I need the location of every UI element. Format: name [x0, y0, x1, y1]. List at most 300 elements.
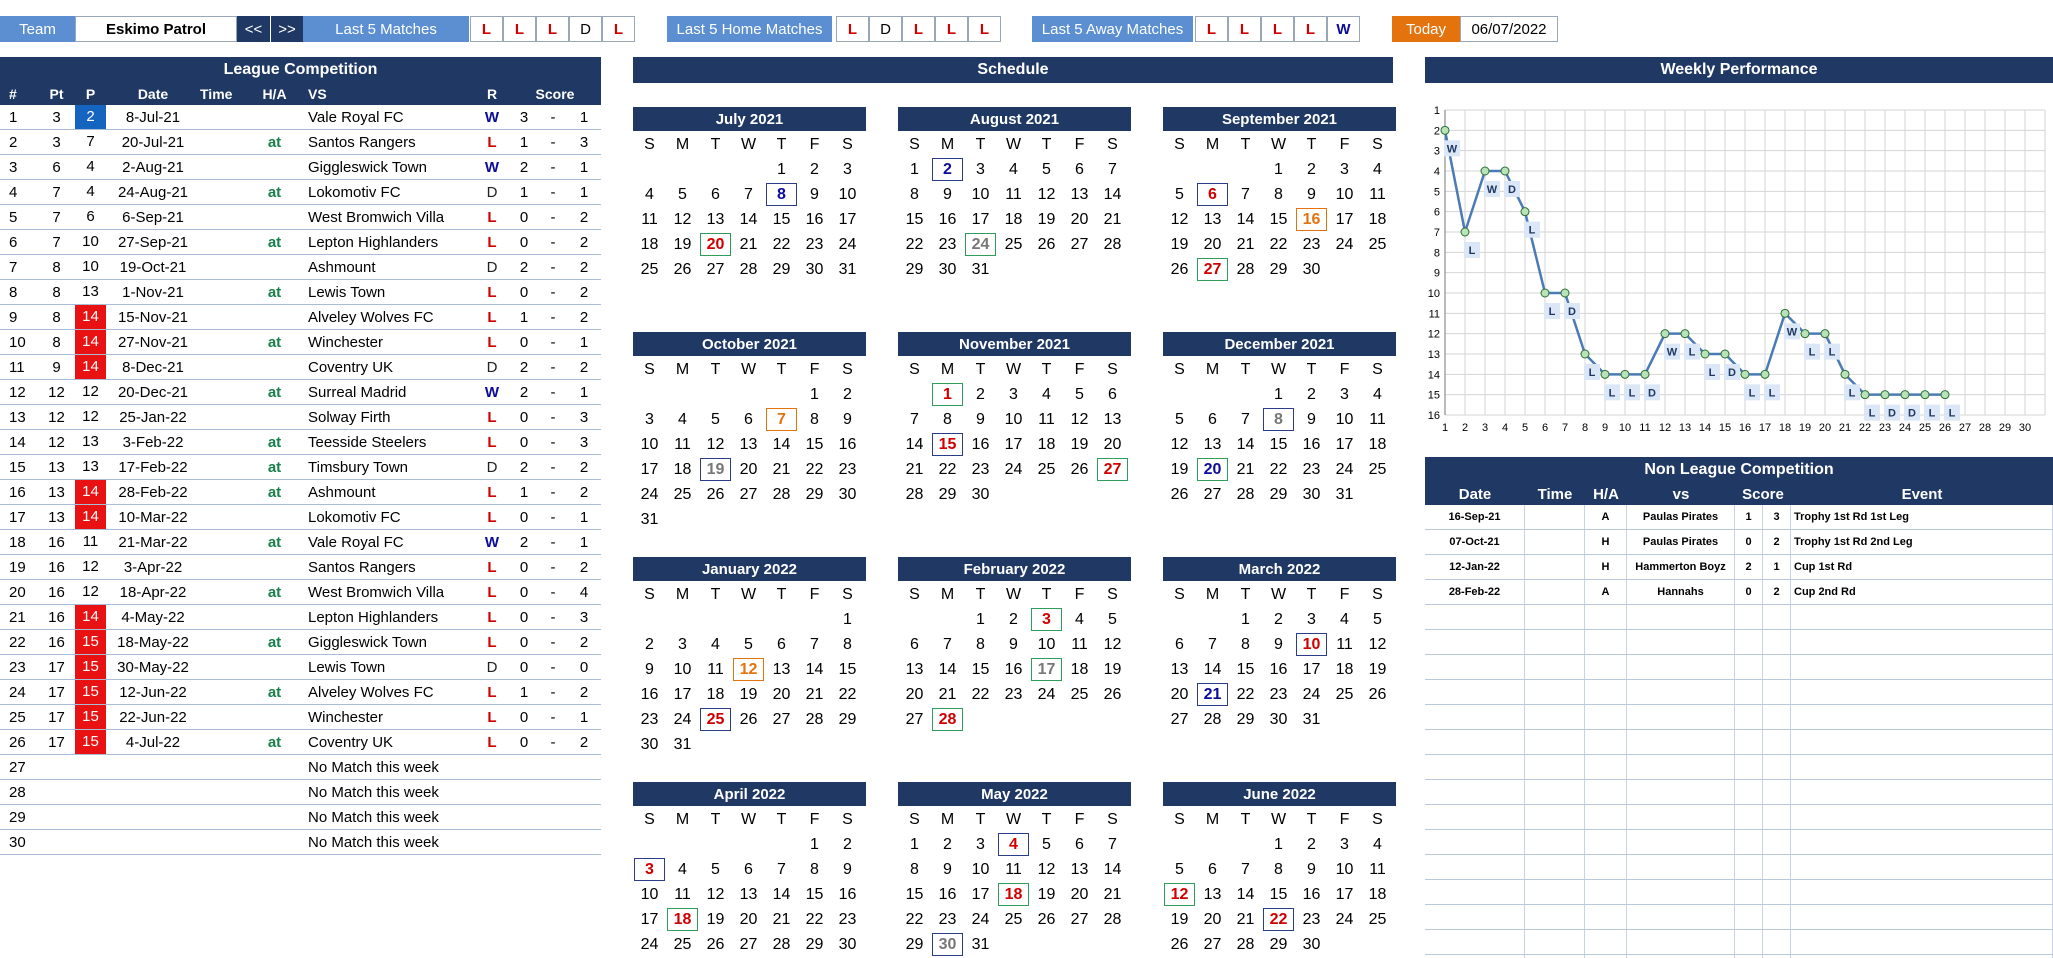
calendar-day[interactable]: 23 [1302, 235, 1321, 253]
calendar-day[interactable]: 30 [805, 260, 824, 278]
calendar-day[interactable]: 13 [739, 885, 758, 903]
calendar-day[interactable]: 23 [1269, 685, 1288, 703]
calendar-day[interactable]: 13 [905, 660, 924, 678]
table-row[interactable] [0, 180, 601, 205]
calendar-day[interactable]: 5 [744, 635, 753, 653]
calendar-day[interactable]: 4 [1373, 835, 1382, 853]
calendar-day[interactable]: 6 [1196, 182, 1229, 207]
empty-row[interactable] [1425, 780, 2053, 805]
calendar-day[interactable]: 21 [1236, 460, 1255, 478]
empty-row[interactable] [1425, 755, 2053, 780]
next-team-button[interactable]: >> [270, 16, 303, 42]
calendar-day[interactable]: 2 [1274, 610, 1283, 628]
calendar-day[interactable]: 28 [1236, 485, 1255, 503]
calendar-day[interactable]: 3 [976, 160, 985, 178]
empty-row[interactable] [1425, 930, 2053, 955]
calendar-day[interactable]: 13 [1203, 210, 1222, 228]
calendar-day[interactable]: 26 [1103, 685, 1122, 703]
calendar-day[interactable]: 15 [905, 210, 924, 228]
calendar-day[interactable]: 24 [640, 935, 659, 953]
calendar-day[interactable]: 23 [938, 910, 957, 928]
calendar-day[interactable]: 29 [838, 710, 857, 728]
calendar-day[interactable]: 5 [711, 410, 720, 428]
calendar-day[interactable]: 27 [772, 710, 791, 728]
calendar-day[interactable]: 6 [1108, 385, 1117, 403]
calendar-day[interactable]: 14 [772, 435, 791, 453]
calendar-day[interactable]: 28 [772, 485, 791, 503]
table-row[interactable] [0, 205, 601, 230]
calendar-day[interactable]: 22 [805, 910, 824, 928]
calendar-day[interactable]: 19 [1170, 235, 1189, 253]
calendar-day[interactable]: 23 [1004, 685, 1023, 703]
calendar-day[interactable]: 5 [711, 860, 720, 878]
calendar-day[interactable]: 20 [739, 460, 758, 478]
calendar-day[interactable]: 5 [1042, 835, 1051, 853]
calendar-day[interactable]: 16 [838, 885, 857, 903]
calendar-day[interactable]: 27 [1070, 910, 1089, 928]
calendar-day[interactable]: 22 [1262, 907, 1295, 932]
calendar-day[interactable]: 12 [1368, 635, 1387, 653]
table-row[interactable] [1425, 555, 2053, 580]
calendar-day[interactable]: 19 [1037, 210, 1056, 228]
calendar-day[interactable]: 4 [645, 185, 654, 203]
table-row[interactable] [0, 830, 601, 855]
calendar-day[interactable]: 12 [706, 885, 725, 903]
calendar-day[interactable]: 1 [1274, 835, 1283, 853]
calendar-day[interactable]: 9 [943, 185, 952, 203]
calendar-day[interactable]: 12 [1170, 435, 1189, 453]
calendar-day[interactable]: 9 [645, 660, 654, 678]
calendar-day[interactable]: 3 [1340, 835, 1349, 853]
calendar-day[interactable]: 31 [673, 735, 692, 753]
calendar-day[interactable]: 1 [810, 835, 819, 853]
calendar-day[interactable]: 25 [673, 485, 692, 503]
calendar-day[interactable]: 27 [1203, 935, 1222, 953]
calendar-day[interactable]: 29 [1269, 260, 1288, 278]
calendar-day[interactable]: 10 [673, 660, 692, 678]
calendar-day[interactable]: 2 [976, 385, 985, 403]
calendar-day[interactable]: 28 [1103, 235, 1122, 253]
calendar-day[interactable]: 10 [1004, 410, 1023, 428]
calendar-day[interactable]: 14 [938, 660, 957, 678]
calendar-day[interactable]: 25 [699, 707, 732, 732]
calendar-day[interactable]: 11 [1369, 185, 1386, 203]
calendar-day[interactable]: 2 [931, 157, 964, 182]
calendar-day[interactable]: 8 [943, 410, 952, 428]
calendar-day[interactable]: 9 [976, 410, 985, 428]
calendar-day[interactable]: 24 [964, 232, 997, 257]
calendar-day[interactable]: 18 [1037, 435, 1056, 453]
calendar-day[interactable]: 26 [1368, 685, 1387, 703]
calendar-day[interactable]: 22 [971, 685, 990, 703]
calendar-day[interactable]: 28 [805, 710, 824, 728]
calendar-day[interactable]: 22 [905, 910, 924, 928]
calendar-day[interactable]: 6 [1075, 835, 1084, 853]
calendar-day[interactable]: 5 [1075, 385, 1084, 403]
calendar-day[interactable]: 26 [706, 935, 725, 953]
table-row[interactable] [0, 680, 601, 705]
calendar-day[interactable]: 20 [1203, 910, 1222, 928]
calendar-day[interactable]: 3 [1009, 385, 1018, 403]
calendar-day[interactable]: 22 [1269, 460, 1288, 478]
calendar-day[interactable]: 26 [1070, 460, 1089, 478]
calendar-day[interactable]: 22 [772, 235, 791, 253]
calendar-day[interactable]: 2 [1307, 385, 1316, 403]
calendar-day[interactable]: 6 [744, 410, 753, 428]
calendar-day[interactable]: 18 [1368, 885, 1387, 903]
calendar-day[interactable]: 3 [645, 410, 654, 428]
table-row[interactable] [0, 530, 601, 555]
calendar-day[interactable]: 23 [971, 460, 990, 478]
calendar-day[interactable]: 10 [838, 185, 857, 203]
calendar-day[interactable]: 18 [706, 685, 725, 703]
calendar-day[interactable]: 26 [1037, 910, 1056, 928]
calendar-day[interactable]: 1 [1274, 385, 1283, 403]
calendar-day[interactable]: 30 [1269, 710, 1288, 728]
calendar-day[interactable]: 2 [843, 835, 852, 853]
calendar-day[interactable]: 3 [633, 857, 666, 882]
calendar-day[interactable]: 12 [1103, 635, 1122, 653]
table-row[interactable] [1425, 505, 2053, 530]
calendar-day[interactable]: 21 [905, 460, 924, 478]
calendar-day[interactable]: 27 [1170, 710, 1189, 728]
calendar-day[interactable]: 8 [1274, 860, 1283, 878]
calendar-day[interactable]: 11 [1369, 860, 1386, 878]
calendar-day[interactable]: 7 [1241, 410, 1250, 428]
calendar-day[interactable]: 14 [1236, 885, 1255, 903]
calendar-day[interactable]: 5 [678, 185, 687, 203]
calendar-day[interactable]: 17 [1335, 435, 1354, 453]
calendar-day[interactable]: 13 [1070, 185, 1089, 203]
calendar-day[interactable]: 21 [1196, 682, 1229, 707]
calendar-day[interactable]: 8 [910, 185, 919, 203]
calendar-day[interactable]: 28 [1236, 935, 1255, 953]
empty-row[interactable] [1425, 730, 2053, 755]
table-row[interactable] [0, 455, 601, 480]
calendar-day[interactable]: 30 [838, 485, 857, 503]
calendar-day[interactable]: 3 [1030, 607, 1063, 632]
empty-row[interactable] [1425, 880, 2053, 905]
calendar-day[interactable]: 6 [1075, 160, 1084, 178]
calendar-day[interactable]: 29 [772, 260, 791, 278]
calendar-day[interactable]: 8 [843, 635, 852, 653]
calendar-day[interactable]: 13 [706, 210, 725, 228]
calendar-day[interactable]: 29 [1236, 710, 1255, 728]
calendar-day[interactable]: 19 [1368, 660, 1387, 678]
calendar-day[interactable]: 4 [711, 635, 720, 653]
calendar-day[interactable]: 17 [1302, 660, 1321, 678]
calendar-day[interactable]: 10 [640, 885, 659, 903]
calendar-day[interactable]: 16 [1269, 660, 1288, 678]
calendar-day[interactable]: 9 [843, 410, 852, 428]
calendar-day[interactable]: 18 [1335, 660, 1354, 678]
calendar-day[interactable]: 23 [1302, 460, 1321, 478]
table-row[interactable] [0, 580, 601, 605]
table-row[interactable] [0, 730, 601, 755]
calendar-day[interactable]: 24 [640, 485, 659, 503]
table-row[interactable] [0, 605, 601, 630]
calendar-day[interactable]: 10 [1335, 185, 1354, 203]
calendar-day[interactable]: 2 [645, 635, 654, 653]
calendar-day[interactable]: 28 [905, 485, 924, 503]
calendar-day[interactable]: 31 [1335, 485, 1354, 503]
calendar-day[interactable]: 28 [931, 707, 964, 732]
calendar-day[interactable]: 13 [739, 435, 758, 453]
calendar-day[interactable]: 23 [838, 460, 857, 478]
calendar-day[interactable]: 14 [905, 435, 924, 453]
calendar-day[interactable]: 24 [673, 710, 692, 728]
calendar-day[interactable]: 18 [1368, 210, 1387, 228]
calendar-day[interactable]: 18 [1004, 210, 1023, 228]
calendar-day[interactable]: 21 [805, 685, 824, 703]
calendar-day[interactable]: 25 [1070, 685, 1089, 703]
calendar-day[interactable]: 17 [1030, 657, 1063, 682]
calendar-day[interactable]: 7 [1241, 185, 1250, 203]
calendar-day[interactable]: 7 [810, 635, 819, 653]
calendar-day[interactable]: 16 [838, 435, 857, 453]
calendar-day[interactable]: 12 [673, 210, 692, 228]
calendar-day[interactable]: 31 [838, 260, 857, 278]
calendar-day[interactable]: 25 [1368, 235, 1387, 253]
calendar-day[interactable]: 1 [976, 610, 985, 628]
calendar-day[interactable]: 16 [1004, 660, 1023, 678]
calendar-day[interactable]: 20 [1070, 885, 1089, 903]
calendar-day[interactable]: 9 [943, 860, 952, 878]
calendar-day[interactable]: 21 [772, 910, 791, 928]
calendar-day[interactable]: 26 [1170, 260, 1189, 278]
calendar-day[interactable]: 3 [843, 160, 852, 178]
calendar-day[interactable]: 11 [1005, 185, 1022, 203]
calendar-day[interactable]: 10 [971, 860, 990, 878]
calendar-day[interactable]: 1 [910, 835, 919, 853]
calendar-day[interactable]: 13 [1070, 860, 1089, 878]
calendar-day[interactable]: 1 [910, 160, 919, 178]
calendar-day[interactable]: 24 [1004, 460, 1023, 478]
calendar-day[interactable]: 5 [1175, 410, 1184, 428]
table-row[interactable] [0, 480, 601, 505]
calendar-day[interactable]: 14 [1236, 435, 1255, 453]
calendar-day[interactable]: 10 [1335, 410, 1354, 428]
calendar-day[interactable]: 3 [976, 835, 985, 853]
table-row[interactable] [0, 405, 601, 430]
calendar-day[interactable]: 26 [1170, 485, 1189, 503]
calendar-day[interactable]: 2 [943, 835, 952, 853]
calendar-day[interactable]: 19 [699, 457, 732, 482]
table-row[interactable] [0, 655, 601, 680]
calendar-day[interactable]: 8 [810, 860, 819, 878]
table-row[interactable] [0, 630, 601, 655]
calendar-day[interactable]: 8 [910, 860, 919, 878]
calendar-day[interactable]: 5 [1373, 610, 1382, 628]
calendar-day[interactable]: 13 [1203, 885, 1222, 903]
calendar-day[interactable]: 1 [931, 382, 964, 407]
calendar-day[interactable]: 28 [1203, 710, 1222, 728]
calendar-day[interactable]: 17 [640, 460, 659, 478]
calendar-day[interactable]: 20 [905, 685, 924, 703]
calendar-day[interactable]: 10 [640, 435, 659, 453]
calendar-day[interactable]: 7 [1108, 835, 1117, 853]
calendar-day[interactable]: 24 [1335, 235, 1354, 253]
calendar-day[interactable]: 27 [1196, 257, 1229, 282]
calendar-day[interactable]: 14 [805, 660, 824, 678]
calendar-day[interactable]: 12 [1170, 210, 1189, 228]
calendar-day[interactable]: 4 [1009, 160, 1018, 178]
calendar-day[interactable]: 6 [711, 185, 720, 203]
calendar-day[interactable]: 27 [1203, 485, 1222, 503]
calendar-day[interactable]: 14 [1203, 660, 1222, 678]
table-row[interactable] [0, 105, 601, 130]
calendar-day[interactable]: 24 [838, 235, 857, 253]
calendar-day[interactable]: 24 [1335, 910, 1354, 928]
calendar-day[interactable]: 5 [1042, 160, 1051, 178]
empty-row[interactable] [1425, 905, 2053, 930]
table-row[interactable] [0, 805, 601, 830]
calendar-day[interactable]: 29 [805, 485, 824, 503]
calendar-day[interactable]: 11 [1071, 635, 1088, 653]
calendar-day[interactable]: 16 [938, 885, 957, 903]
calendar-day[interactable]: 21 [1236, 235, 1255, 253]
empty-row[interactable] [1425, 605, 2053, 630]
calendar-day[interactable]: 23 [640, 710, 659, 728]
calendar-day[interactable]: 8 [810, 410, 819, 428]
calendar-day[interactable]: 10 [971, 185, 990, 203]
calendar-day[interactable]: 26 [1037, 235, 1056, 253]
calendar-day[interactable]: 9 [1307, 410, 1316, 428]
calendar-day[interactable]: 23 [938, 235, 957, 253]
calendar-day[interactable]: 21 [772, 460, 791, 478]
calendar-day[interactable]: 21 [1103, 885, 1122, 903]
calendar-day[interactable]: 30 [1302, 260, 1321, 278]
calendar-day[interactable]: 16 [938, 210, 957, 228]
calendar-day[interactable]: 15 [1236, 660, 1255, 678]
calendar-day[interactable]: 6 [910, 635, 919, 653]
calendar-day[interactable]: 12 [732, 657, 765, 682]
calendar-day[interactable]: 22 [1269, 235, 1288, 253]
table-row[interactable] [0, 280, 601, 305]
calendar-day[interactable]: 13 [1103, 410, 1122, 428]
calendar-day[interactable]: 12 [1163, 882, 1196, 907]
calendar-day[interactable]: 19 [1170, 460, 1189, 478]
calendar-day[interactable]: 14 [739, 210, 758, 228]
calendar-day[interactable]: 15 [772, 210, 791, 228]
calendar-day[interactable]: 31 [640, 510, 659, 528]
calendar-day[interactable]: 16 [1302, 435, 1321, 453]
empty-row[interactable] [1425, 655, 2053, 680]
table-row[interactable] [0, 355, 601, 380]
calendar-day[interactable]: 27 [706, 260, 725, 278]
calendar-day[interactable]: 20 [1103, 435, 1122, 453]
calendar-day[interactable]: 7 [1108, 160, 1117, 178]
calendar-day[interactable]: 18 [1070, 660, 1089, 678]
table-row[interactable] [0, 330, 601, 355]
calendar-day[interactable]: 15 [1269, 885, 1288, 903]
calendar-day[interactable]: 22 [905, 235, 924, 253]
calendar-day[interactable]: 4 [1373, 385, 1382, 403]
calendar-day[interactable]: 17 [640, 910, 659, 928]
calendar-day[interactable]: 30 [931, 932, 964, 957]
table-row[interactable] [0, 505, 601, 530]
calendar-day[interactable]: 3 [1340, 385, 1349, 403]
calendar-day[interactable]: 28 [772, 935, 791, 953]
calendar-day[interactable]: 1 [1274, 160, 1283, 178]
calendar-day[interactable]: 25 [673, 935, 692, 953]
table-row[interactable] [1425, 530, 2053, 555]
calendar-day[interactable]: 11 [1336, 635, 1353, 653]
calendar-day[interactable]: 18 [666, 907, 699, 932]
calendar-day[interactable]: 1 [1241, 610, 1250, 628]
table-row[interactable] [0, 230, 601, 255]
calendar-day[interactable]: 2 [810, 160, 819, 178]
calendar-day[interactable]: 19 [673, 235, 692, 253]
calendar-day[interactable]: 6 [744, 860, 753, 878]
calendar-day[interactable]: 25 [1037, 460, 1056, 478]
calendar-day[interactable]: 29 [938, 485, 957, 503]
calendar-day[interactable]: 31 [971, 935, 990, 953]
calendar-day[interactable]: 20 [739, 910, 758, 928]
calendar-day[interactable]: 25 [1004, 910, 1023, 928]
calendar-day[interactable]: 11 [641, 210, 658, 228]
calendar-day[interactable]: 19 [1070, 435, 1089, 453]
calendar-day[interactable]: 16 [1295, 207, 1328, 232]
calendar-day[interactable]: 23 [1302, 910, 1321, 928]
calendar-day[interactable]: 12 [1037, 860, 1056, 878]
calendar-day[interactable]: 26 [1170, 935, 1189, 953]
calendar-day[interactable]: 24 [1037, 685, 1056, 703]
calendar-day[interactable]: 26 [706, 485, 725, 503]
calendar-day[interactable]: 19 [1103, 660, 1122, 678]
calendar-day[interactable]: 4 [1042, 385, 1051, 403]
calendar-day[interactable]: 30 [1302, 485, 1321, 503]
calendar-day[interactable]: 18 [1368, 435, 1387, 453]
calendar-day[interactable]: 11 [674, 885, 691, 903]
calendar-day[interactable]: 24 [971, 910, 990, 928]
calendar-day[interactable]: 18 [997, 882, 1030, 907]
calendar-day[interactable]: 30 [1302, 935, 1321, 953]
calendar-day[interactable]: 14 [1236, 210, 1255, 228]
calendar-day[interactable]: 12 [1037, 185, 1056, 203]
calendar-day[interactable]: 8 [1241, 635, 1250, 653]
calendar-day[interactable]: 19 [706, 910, 725, 928]
calendar-day[interactable]: 22 [938, 460, 957, 478]
calendar-day[interactable]: 11 [1038, 410, 1055, 428]
calendar-day[interactable]: 10 [1295, 632, 1328, 657]
calendar-day[interactable]: 17 [971, 210, 990, 228]
calendar-day[interactable]: 11 [1005, 860, 1022, 878]
calendar-day[interactable]: 29 [905, 935, 924, 953]
calendar-day[interactable]: 22 [838, 685, 857, 703]
calendar-day[interactable]: 8 [1274, 185, 1283, 203]
calendar-day[interactable]: 14 [772, 885, 791, 903]
calendar-day[interactable]: 20 [1170, 685, 1189, 703]
calendar-day[interactable]: 6 [1175, 635, 1184, 653]
calendar-day[interactable]: 4 [1075, 610, 1084, 628]
calendar-day[interactable]: 5 [1175, 185, 1184, 203]
calendar-day[interactable]: 4 [1340, 610, 1349, 628]
calendar-day[interactable]: 21 [739, 235, 758, 253]
calendar-day[interactable]: 20 [1203, 235, 1222, 253]
calendar-day[interactable]: 3 [1307, 610, 1316, 628]
calendar-day[interactable]: 4 [1373, 160, 1382, 178]
calendar-day[interactable]: 1 [810, 385, 819, 403]
table-row[interactable] [0, 130, 601, 155]
calendar-day[interactable]: 30 [838, 935, 857, 953]
calendar-day[interactable]: 30 [938, 260, 957, 278]
calendar-day[interactable]: 6 [777, 635, 786, 653]
calendar-day[interactable]: 15 [931, 432, 964, 457]
calendar-day[interactable]: 25 [1004, 235, 1023, 253]
calendar-day[interactable]: 9 [1307, 860, 1316, 878]
table-row[interactable] [1425, 580, 2053, 605]
